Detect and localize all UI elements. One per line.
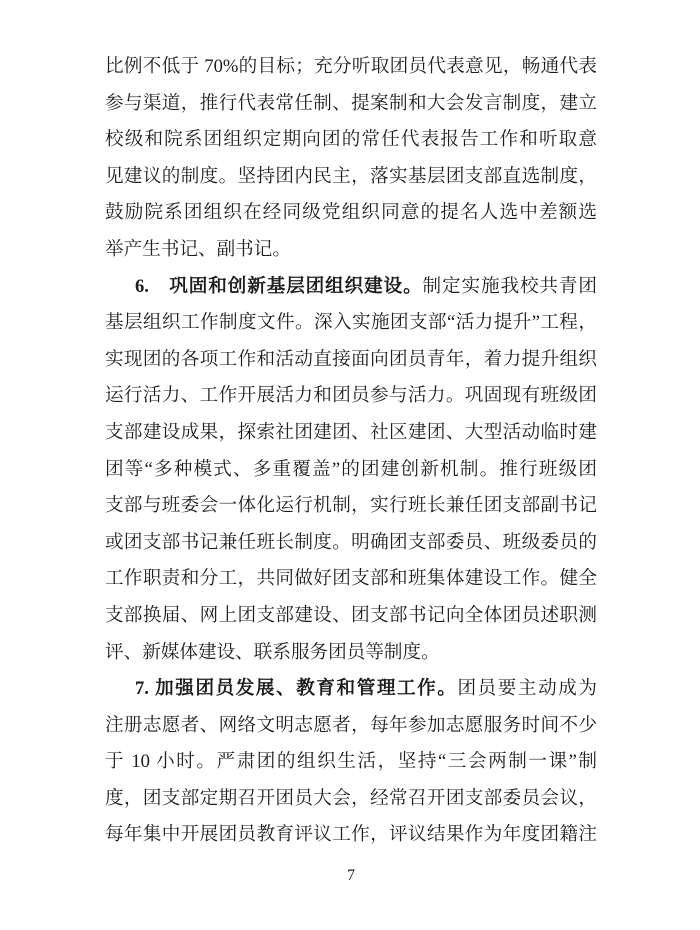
text-line: 注册志愿者、网络文明志愿者，每年参加志愿服务时间不少 (105, 714, 597, 736)
text-line: 支部换届、网上团支部建设、团支部书记向全体团员述职测 (105, 604, 597, 626)
body-text-block (105, 49, 597, 854)
text-line: 于 10 小时。严肃团的组织生活，坚持“三会两制一课”制 (105, 751, 597, 773)
text-line: 参与渠道，推行代表常任制、提案制和大会发言制度，建立 (105, 92, 597, 114)
text-line-heading-7 (105, 671, 597, 708)
text-line-paragraph-end: 举产生书记、副书记。 (105, 238, 291, 260)
text-line: 度，团支部定期召开团员大会，经常召开团支部委员会议， (105, 787, 597, 809)
text-line: 运行活力、工作开展活力和团员参与活力。巩固现有班级团 (105, 385, 597, 407)
paragraph-6-body-start: 制定实施我校共青团 (422, 275, 597, 297)
text-line-paragraph-end: 评、新媒体建设、联系服务团员等制度。 (105, 641, 440, 663)
text-line: 团等“多种模式、多重覆盖”的团建创新机制。推行班级团 (105, 458, 597, 480)
text-line: 工作职责和分工，共同做好团支部和班集体建设工作。健全 (105, 568, 597, 590)
paragraph-7-body-start: 团员要主动成为 (457, 678, 597, 700)
text-line: 实现团的各项工作和活动直接面向团员青年，着力提升组织 (105, 348, 597, 370)
text-line: 支部建设成果，探索社团建团、社区建团、大型活动临时建 (105, 421, 597, 443)
page-number: 7 (347, 867, 355, 884)
text-line: 支部与班委会一体化运行机制，实行班长兼任团支部副书记 (105, 495, 597, 517)
text-line: 或团支部书记兼任班长制度。明确团支部委员、班级委员的 (105, 531, 597, 553)
text-line: 校级和院系团组织定期向团的常任代表报告工作和听取意 (105, 129, 597, 151)
text-line: 鼓励院系团组织在经同级党组织同意的提名人选中差额选 (105, 202, 597, 224)
text-line: 基层组织工作制度文件。深入实施团支部“活力提升”工程， (105, 312, 597, 334)
text-line: 每年集中开展团员教育评议工作，评议结果作为年度团籍注 (105, 824, 597, 846)
text-line: 见建议的制度。坚持团内民主，落实基层团支部直选制度， (105, 165, 597, 187)
paragraph-6-heading: 6. 巩固和创新基层团组织建设。 (135, 275, 423, 297)
text-line: 比例不低于 70%的目标；充分听取团员代表意见，畅通代表 (105, 56, 597, 77)
text-line-heading-6 (105, 269, 597, 306)
paragraph-7-heading: 7. 加强团员发展、教育和管理工作。 (135, 678, 458, 700)
